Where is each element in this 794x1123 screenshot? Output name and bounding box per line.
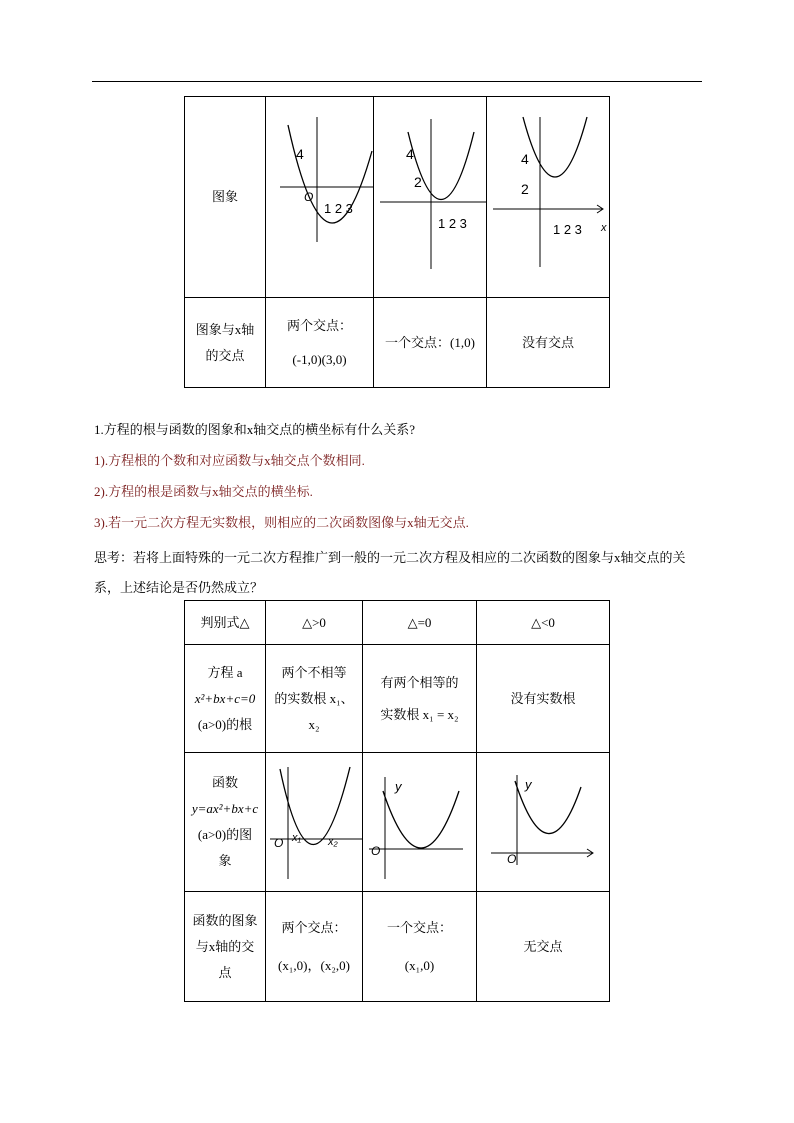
roots-two-distinct: 两个不相等 的实数根 x₁、 x₂ bbox=[266, 645, 363, 753]
graph-table bbox=[184, 96, 610, 388]
graph-intersections-one: 一个交点： (x₁,0) bbox=[363, 892, 477, 1002]
parabola-graph-no-root bbox=[487, 97, 609, 297]
function-graph-two-roots bbox=[266, 753, 363, 892]
x2-label: x₂ bbox=[328, 836, 338, 848]
origin-label: O bbox=[304, 190, 314, 204]
x-axis-label: x bbox=[601, 222, 607, 234]
intersection-one: 一个交点：(1,0) bbox=[374, 298, 487, 388]
answer-1: 1).方程根的个数和对应函数与x轴交点个数相同. bbox=[94, 453, 365, 468]
y-tick-4: 4 bbox=[521, 151, 529, 167]
header-negative: △<0 bbox=[477, 601, 610, 645]
answer-3: 3).若一元二次方程无实数根，则相应的二次函数图像与x轴无交点. bbox=[94, 515, 469, 530]
general-parabola-two-roots bbox=[266, 753, 362, 891]
discriminant-table bbox=[184, 600, 610, 1002]
row-label-graph-intersections: 函数的图象 与x轴的交 点 bbox=[185, 892, 266, 1002]
x1-label: x₁ bbox=[292, 832, 301, 844]
y-tick-2: 2 bbox=[521, 181, 529, 197]
y-axis-label: y bbox=[395, 779, 402, 794]
origin-label: O bbox=[507, 852, 517, 866]
row-label-graph: 图象 bbox=[185, 97, 266, 298]
header-zero: △=0 bbox=[363, 601, 477, 645]
intersection-none: 没有交点 bbox=[487, 298, 610, 388]
general-parabola-no-root bbox=[477, 753, 609, 891]
x-ticks: 1 2 3 bbox=[438, 216, 467, 231]
function-graph-no-root bbox=[477, 753, 610, 892]
intersection-two: 两个交点： (-1,0)(3,0) bbox=[266, 298, 374, 388]
general-parabola-one-root bbox=[363, 753, 476, 891]
function-graph-one-root bbox=[363, 753, 477, 892]
roots-two-equal: 有两个相等的 实数根 x₁ = x₂ bbox=[363, 645, 477, 753]
header-positive: △>0 bbox=[266, 601, 363, 645]
graph-cell-3 bbox=[487, 97, 610, 298]
graph-cell-1 bbox=[266, 97, 374, 298]
origin-label: O bbox=[371, 844, 381, 858]
answer-2: 2).方程的根是函数与x轴交点的横坐标. bbox=[94, 484, 313, 499]
header-rule bbox=[92, 81, 702, 82]
x-ticks: 1 2 3 bbox=[324, 201, 353, 216]
graph-cell-2 bbox=[374, 97, 487, 298]
y-axis-label: y bbox=[525, 777, 532, 792]
graph-intersections-two: 两个交点： (x₁,0)，(x₂,0) bbox=[266, 892, 363, 1002]
y-tick-2: 2 bbox=[414, 174, 422, 190]
row-label-function-graph: 函数 y=ax²+bx+c (a>0)的图 象 bbox=[185, 753, 266, 892]
graph-intersections-none: 无交点 bbox=[477, 892, 610, 1002]
parabola-graph-two-roots bbox=[266, 97, 373, 297]
question-text: 1.方程的根与函数的图象和x轴交点的横坐标有什么关系? bbox=[94, 422, 416, 437]
row-label-equation-roots: 方程 a x²+bx+c=0 (a>0)的根 bbox=[185, 645, 266, 753]
roots-none: 没有实数根 bbox=[477, 645, 610, 753]
think-prompt: 思考：若将上面特殊的一元二次方程推广到一般的一元二次方程及相应的二次函数的图象与x轴交点的关系，上述结论是否仍然成立？ bbox=[94, 550, 686, 595]
row-label-intersections: 图象与x轴 的交点 bbox=[185, 298, 266, 388]
origin-label: O bbox=[274, 836, 284, 850]
x-ticks: 1 2 3 bbox=[553, 222, 582, 237]
parabola-graph-one-root bbox=[374, 97, 486, 297]
y-tick-4: 4 bbox=[296, 146, 304, 162]
header-discriminant: 判别式△ bbox=[185, 601, 266, 645]
y-tick-4: 4 bbox=[406, 146, 414, 162]
